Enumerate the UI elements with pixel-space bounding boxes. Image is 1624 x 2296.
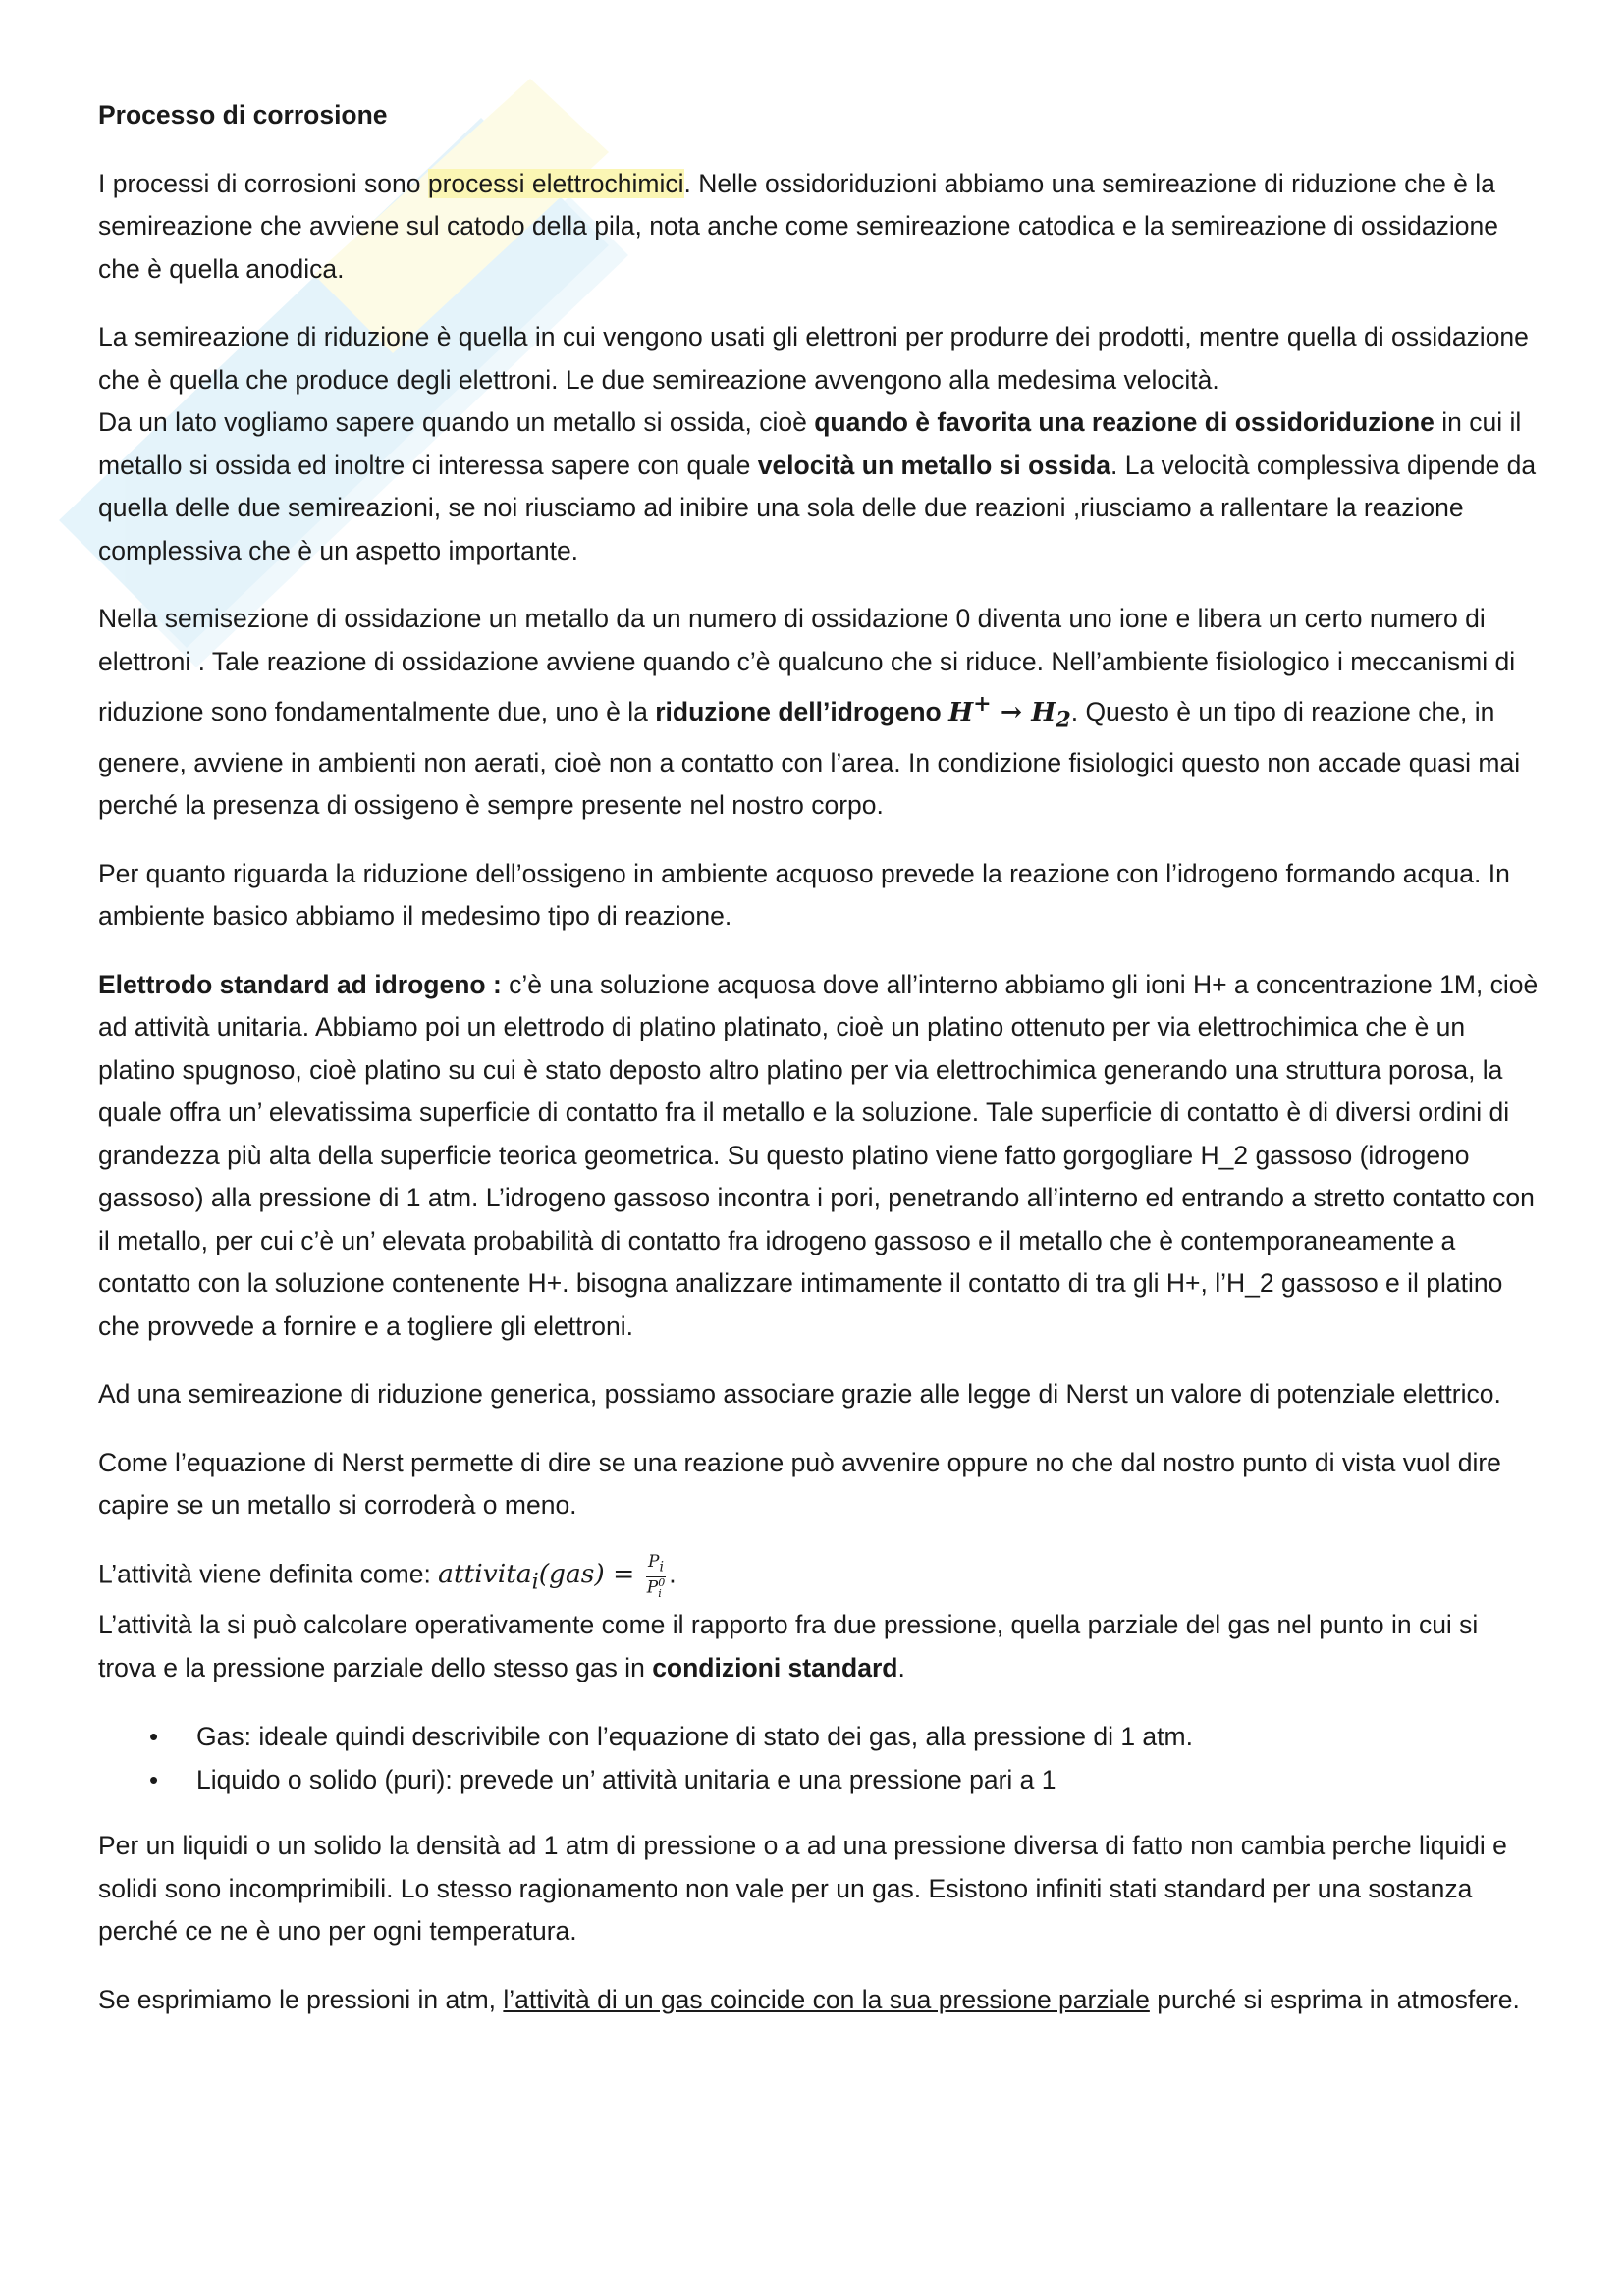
document-page: [98, 94, 1542, 2047]
formula-h-plus: $H^+ \to H_2$: [948, 691, 1071, 733]
bold-text: riduzione dell’idrogeno: [655, 696, 942, 726]
paragraph-semireazioni: La semireazione di riduzione è quella in cui vengono usati gli elettroni per produrre dei prodotti, mentre quella di ossidazione che è quella che produce degli elettroni. Le due semireazione avvengono alla medesima velocità. Da un lato vogliamo sapere quando un metallo si ossida, cioè quando è favorita una reazione di ossidoriduzione in cui il metallo si ossida ed inoltre ci interessa sapere con quale velocità un metallo si ossida. La velocità complessiva dipende da quella delle due semireazioni, se noi riusciamo ad inibire una sola delle due reazioni ,riusciamo a rallentare la reazione complessiva che è un aspetto importante.: [98, 322, 1537, 565]
formula-fraction: [645, 1553, 667, 1599]
paragraph-elettrodo: Elettrodo standard ad idrogeno : c’è una soluzione acquosa dove all’interno abbiamo gli ioni H+ a concentrazione 1M, cioè ad attività unitaria. Abbiamo poi un elettrodo di platino platinato, cioè un platino ottenuto per via elettrochimica che è un platino spugnoso, cioè platino su cui è stato deposto altro platino per via elettrochimica generando una struttura porosa, la quale offra un’ elevatissima superficie di contatto fra il metallo e la soluzione. Tale superficie di contatto è di diversi ordini di grandezza più alta della superficie teorica geometrica. Su questo platino viene fatto gorgogliare H_2 gassoso (idrogeno gassoso) alla pressione di 1 atm. L’idrogeno gassoso incontra i pori, penetrando all’interno ed entrando a stretto contatto con il metallo, per cui c’è un’ elevata probabilità di contatto fra idrogeno gassoso e il metallo che è contemporaneamente a contatto con la soluzione contenente H+. bisogna analizzare intimamente il contatto di tra gli H+, l’H_2 gassoso e il platino che provvede a fornire e a togliere gli elettroni.: [98, 969, 1539, 1341]
paragraph-nerst: Ad una semireazione di riduzione generica, possiamo associare grazie alle legge di Nerst un valore di potenziale elettrico.: [98, 1379, 1501, 1410]
formula-attivita: attivita$_i$(gas) =: [438, 1559, 643, 1595]
bold-text: condizioni standard: [652, 1652, 898, 1682]
bold-heading: Elettrodo standard ad idrogeno :: [98, 969, 502, 999]
fraction-numerator: $P_i$: [646, 1553, 666, 1577]
list-item: • Liquido o solido (puri): prevede un’ attività unitaria e una pressione pari a 1: [98, 1758, 1542, 1801]
paragraph-attivita-formula: L’attività viene definita come: attivita$_i$(gas) = $P_i$ P 0 i .: [98, 1551, 677, 1601]
underlined-text: l’attività di un gas coincide con la sua pressione parziale: [503, 1984, 1150, 2014]
paragraph-pressioni: Se esprimiamo le pressioni in atm, l’attività di un gas coincide con la sua pressione parziale purché si esprima in atmosfere.: [98, 1984, 1520, 2014]
paragraph-densita: Per un liquidi o un solido la densità ad 1 atm di pressione o a ad una pressione diversa di fatto non cambia perche liquidi e solidi sono incomprimibili. Lo stesso ragionamento non vale per un gas. Esistono infiniti stati standard per una sostanza perché ce ne è uno per ogni temperatura.: [98, 1831, 1507, 1947]
paragraph-equazione: Come l’equazione di Nerst permette di dire se una reazione può avvenire oppure no che dal nostro punto di vista vuol dire capire se un metallo si corroderà o meno.: [98, 1447, 1501, 1521]
paragraph-ossigeno: Per quanto riguarda la riduzione dell’ossigeno in ambiente acquoso prevede la reazione con l’idrogeno formando acqua. In ambiente basico abbiamo il medesimo tipo di reazione.: [98, 858, 1510, 932]
paragraph-intro: I processi di corrosioni sono processi elettrochimici. Nelle ossidoriduzioni abbiamo una semireazione di riduzione che è la semireazione che avviene sul catodo della pila, nota anche come semireazione catodica e la semireazione di ossidazione che è quella anodica.: [98, 168, 1498, 284]
fraction-denominator: P 0 i: [646, 1576, 666, 1601]
highlighted-text: processi elettrochimici: [427, 168, 684, 198]
list-item: • Gas: ideale quindi descrivibile con l’equazione di stato dei gas, alla pressione di 1 atm.: [98, 1715, 1542, 1758]
page-title: Processo di corrosione: [98, 100, 388, 130]
bold-text: quando è favorita una reazione di ossidoriduzione: [814, 407, 1435, 437]
paragraph-ossidazione: Nella semisezione di ossidazione un metallo da un numero di ossidazione 0 diventa uno ione e libera un certo numero di elettroni . Tale reazione di ossidazione avviene quando c’è qualcuno che si riduce. Nell’ambiente fisiologico i meccanismi di riduzione sono fondamentalmente due, uno è la riduzione dell’idrogeno $H^+ \to H_2$. Questo è un tipo di reazione che, in genere, avviene in ambienti non aerati, cioè non a contatto con l’area. In condizione fisiologici questo non accade quasi mai perché la presenza di ossigeno è sempre presente nel nostro corpo.: [98, 604, 1521, 821]
paragraph-attivita: L’attività la si può calcolare operativamente come il rapporto fra due pressione, quella parziale del gas nel punto in cui si trova e la pressione parziale dello stesso gas in condizioni standard.: [98, 1610, 1479, 1682]
bullet-list: [98, 1715, 1542, 1801]
bold-text: velocità un metallo si ossida: [757, 450, 1111, 480]
